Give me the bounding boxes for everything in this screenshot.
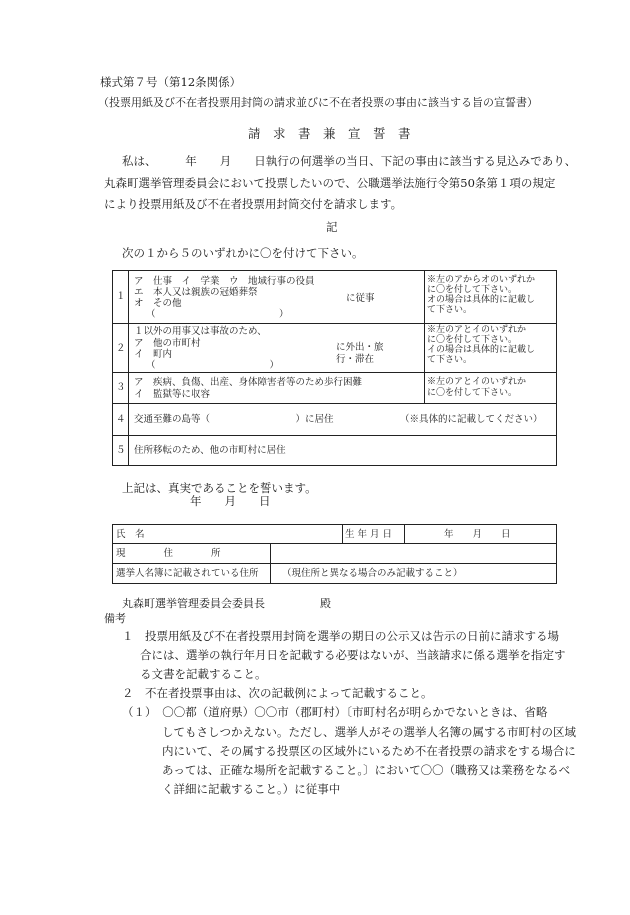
addressee: 丸森町選挙管理委員会委員長 殿 bbox=[122, 597, 331, 610]
reason-2-note-3: イの場合は具体的に記載し bbox=[427, 345, 536, 355]
reason-5-number: ５ bbox=[116, 445, 126, 456]
reason-2-note-1: ※左のアとイのいずれか bbox=[427, 325, 527, 335]
remark-2-sub-1-line-1: （１） 〇〇都（道府県）〇〇市（郡町村）〔市町村名が明らかでないときは、省略 bbox=[122, 705, 548, 719]
registered-address-note: （現住所と異なる場合のみ記載すること） bbox=[282, 568, 463, 579]
reason-2-action-2: 行・滞在 bbox=[336, 354, 375, 365]
remark-2-sub-1-line-4: あっては、正確な場所を記載すること。〕において〇〇（職務又は業務をなるべ bbox=[162, 763, 571, 777]
birth-date-value[interactable]: 年 月 日 bbox=[444, 529, 511, 540]
reason-4-text: 交通至難の島等（ ）に居住 bbox=[134, 414, 334, 425]
form-subtitle: （投票用紙及び不在者投票用封筒の請求並びに不在者投票の事由に該当する旨の宣誓書） bbox=[98, 96, 538, 109]
form-number: 様式第７号（第12条関係） bbox=[100, 75, 242, 89]
ki-label: 記 bbox=[326, 220, 338, 234]
intro-line-2: 丸森町選挙管理委員会において投票したいので、公職選挙法施行令第50条第１項の規定 bbox=[104, 176, 556, 190]
reason-1-option-b: エ 本人又は親族の冠婚葬祭 bbox=[134, 287, 258, 298]
reason-1-blank: （ ） bbox=[146, 309, 289, 320]
remark-2: ２ 不在者投票事由は、次の記載例によって記載すること。 bbox=[122, 686, 433, 700]
reason-1-option-a: ア 仕事 イ 学業 ウ 地域行事の役員 bbox=[134, 276, 315, 287]
intro-line-1: 私は、 年 月 日執行の何選挙の当日、下記の事由に該当する見込みであり、 bbox=[122, 154, 577, 168]
birth-date-label: 生 年 月 日 bbox=[345, 529, 393, 540]
reason-2-option-a: ア 他の市町村 bbox=[134, 338, 201, 349]
reason-3-number: ３ bbox=[116, 382, 126, 393]
address-field[interactable] bbox=[272, 545, 554, 561]
reason-1-option-c: オ その他 bbox=[134, 298, 182, 309]
reason-3-note-1: ※左のアとイのいずれか bbox=[427, 377, 527, 387]
remark-2-sub-1-line-5: く詳細に記載すること。）に従事中 bbox=[162, 782, 341, 796]
reason-1-note-1: ※左のアからオのいずれか bbox=[427, 275, 536, 285]
reason-3-note-2: に〇を付して下さい。 bbox=[427, 388, 518, 398]
reason-4-note: （※具体的に記載してください） bbox=[400, 414, 543, 425]
instruction-text: 次の１から５のいずれかに〇を付けて下さい。 bbox=[122, 246, 364, 260]
remark-1-line-2: 合には、選挙の執行年月日を記載する必要はないが、当該請求に係る選挙を指定す bbox=[140, 648, 566, 662]
remark-2-sub-1-line-2: してもさしつかえない。ただし、選挙人がその選挙人名簿の属する市町村の区域 bbox=[162, 725, 576, 739]
reason-1-note-2: に〇を付して下さい。 bbox=[427, 285, 518, 295]
reason-2-option-b: イ 町内 bbox=[134, 349, 173, 360]
reason-3-option-b: イ 監獄等に収容 bbox=[134, 389, 211, 400]
reason-1-note-4: て下さい。 bbox=[427, 305, 473, 315]
reason-2-note-2: に〇を付して下さい。 bbox=[427, 335, 518, 345]
reason-2-blank: （ ） bbox=[146, 360, 280, 371]
oath-statement: 上記は、真実であることを誓います。 bbox=[122, 481, 317, 495]
remark-1-line-1: １ 投票用紙及び不在者投票用封筒を選挙の期日の公示又は告示の日前に請求する場 bbox=[122, 629, 559, 643]
address-label: 現 住 所 bbox=[116, 548, 221, 559]
reason-2-number: ２ bbox=[116, 343, 126, 354]
intro-line-3: により投票用紙及び不在者投票用封筒交付を請求します。 bbox=[104, 197, 403, 211]
reason-2-lead: １以外の用事又は事故のため、 bbox=[134, 326, 267, 337]
reason-1-note-3: オの場合は具体的に記載し bbox=[427, 295, 536, 305]
remarks-heading: 備考 bbox=[104, 612, 126, 625]
name-field[interactable] bbox=[150, 526, 340, 542]
reason-1-number: １ bbox=[116, 291, 126, 302]
reason-2-note-4: て下さい。 bbox=[427, 355, 473, 365]
reason-3-option-a: ア 疾病、負傷、出産、身体障害者等のため歩行困難 bbox=[134, 377, 363, 388]
name-label: 氏 名 bbox=[116, 529, 145, 540]
reason-4-number: ４ bbox=[116, 414, 126, 425]
remark-1-line-3: る文書を記載すること。 bbox=[140, 667, 267, 681]
reason-1-action: に従事 bbox=[346, 293, 375, 304]
registered-address-label: 選挙人名簿に記載されている住所 bbox=[116, 568, 259, 579]
reason-5-text: 住所移転のため、他の市町村に居住 bbox=[134, 445, 286, 456]
oath-date: 年 月 日 bbox=[190, 494, 271, 508]
reason-2-action-1: に外出・旅 bbox=[336, 342, 384, 353]
remark-2-sub-1-line-3: 内にいて、その属する投票区の区域外にいるため不在者投票の請求をする場合に bbox=[162, 744, 576, 758]
document-title: 請 求 書 兼 宣 誓 書 bbox=[248, 126, 411, 141]
